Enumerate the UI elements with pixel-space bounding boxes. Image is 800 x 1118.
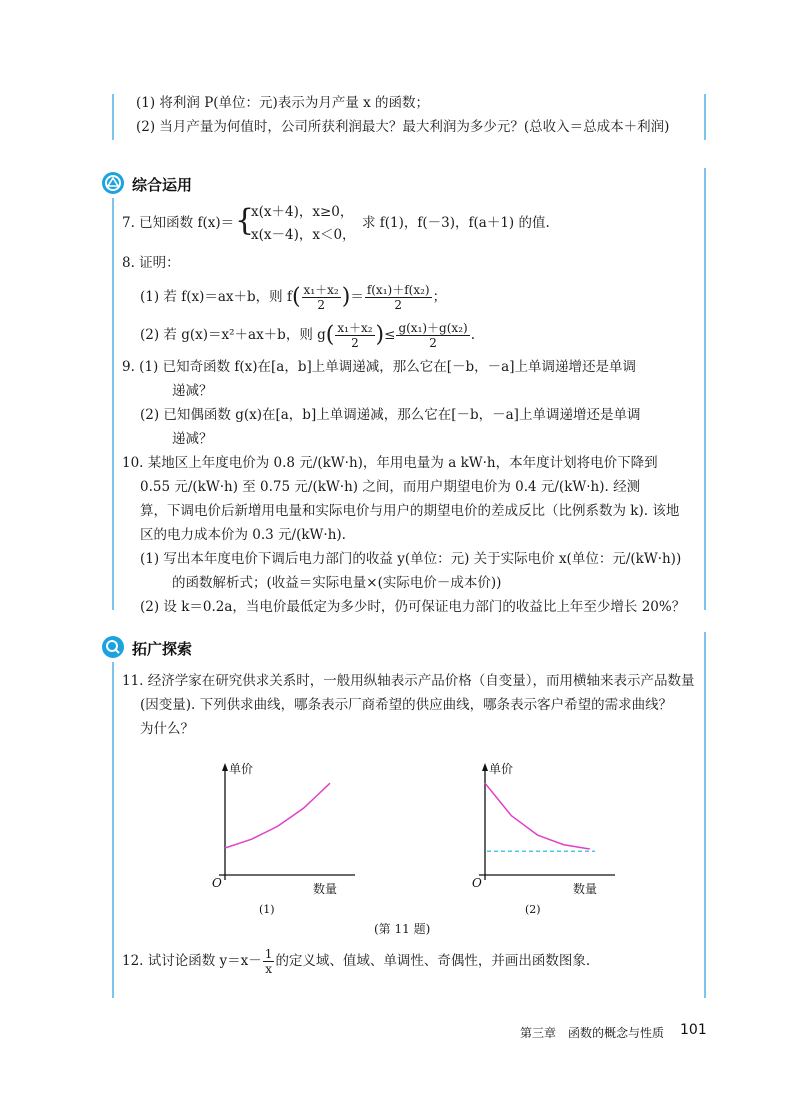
p10-l7: (2) 设 k＝0.2a，当电价最低定为多少时，仍可保证电力部门的收益比上年至少增长 20%？	[140, 599, 686, 615]
section-icon-explore	[102, 636, 124, 658]
chart2-xlabel: 数量	[573, 882, 598, 896]
p11-l3: 为什么？	[140, 721, 194, 737]
p7-tail: 求 f(1)，f(－3)，f(a＋1) 的值.	[362, 215, 550, 231]
p7-lead: 7. 已知函数 f(x)＝	[122, 215, 235, 231]
section1-left-bar	[112, 198, 114, 610]
supply-chart	[195, 755, 365, 915]
p8-l1-pre: (1) 若 f(x)＝ax＋b，则 f	[140, 289, 292, 305]
section-title-comprehensive: 综合运用	[132, 176, 193, 194]
p8-l2-frac1	[335, 321, 374, 350]
chart2-caption: (2)	[525, 903, 541, 915]
section-icon-comprehensive	[102, 172, 124, 194]
p7-case2: x(x－4)，x＜0，	[251, 227, 356, 243]
p12-num: 1	[264, 947, 273, 961]
p8-l2-den2: 2	[429, 336, 437, 350]
chart2-ylabel: 单价	[489, 762, 514, 776]
p8-l2-frac2	[396, 321, 469, 350]
p8-l2-num1: x₁＋x₂	[337, 321, 373, 335]
p8-l2-end: .	[470, 327, 475, 343]
p11-l2: (因变量). 下列供求曲线，哪条表示厂商希望的供应曲线，哪条表示客户希望的需求曲线？	[140, 697, 673, 713]
p8-l1-end: ；	[432, 289, 447, 305]
footer-chapter: 第三章 函数的概念与性质	[520, 1026, 665, 1040]
p8-head: 8. 证明：	[122, 255, 180, 271]
p10-l3: 算，下调电价后新增用电量和实际电价与用户的期望电价的差成反比（比例系数为 k). 该地	[140, 503, 680, 519]
p8-l1-den1: 2	[317, 298, 325, 312]
intro-q1: (1) 将利润 P(单位：元)表示为月产量 x 的函数；	[136, 95, 430, 111]
intro-q2: (2) 当月产量为何值时，公司所获利润最大？最大利润为多少元？(总收入＝总成本＋利润)	[136, 119, 670, 135]
p9-l4: 递减？	[172, 431, 213, 447]
chart2-demand-curve	[485, 783, 590, 849]
p10-l5: (1) 写出本年度电价下调后电力部门的收益 y(单位：元) 关于实际电价 x(单位：元/(kW·h))	[140, 551, 682, 567]
p8-l2-num2: g(x₁)＋g(x₂)	[398, 321, 468, 335]
p11-l1: 11. 经济学家在研究供求关系时，一般用纵轴表示产品价格（自变量），而用横轴来表示产品数量	[122, 673, 695, 689]
p12-den: x	[265, 962, 272, 976]
p10-l4: 区的电力成本价为 0.3 元/(kW·h).	[140, 527, 346, 543]
p8-l2-den1: 2	[351, 336, 359, 350]
chart1-ylabel: 单价	[229, 762, 254, 776]
p12-pre: 12. 试讨论函数 y＝x－	[122, 953, 262, 969]
p12-post: 的定义域、值域、单调性、奇偶性，并画出函数图象.	[275, 953, 591, 969]
p12-frac	[263, 947, 275, 976]
section-title-explore: 拓广探索	[132, 640, 193, 658]
chart2-y-arrow	[482, 763, 488, 771]
p9-l1: 9. (1) 已知奇函数 f(x)在[a，b]上单调递减，那么它在[－b，－a]上单调递增还是单调	[122, 359, 636, 375]
demand-chart	[455, 755, 625, 915]
intro-right-bar	[704, 94, 706, 140]
footer-page-number: 101	[680, 1022, 707, 1038]
p8-l2-le: ≤	[384, 327, 396, 343]
p8-l1-frac2	[365, 283, 432, 312]
p8-l1-eq: ＝	[350, 289, 364, 305]
p12	[122, 944, 590, 978]
figure-caption: (第 11 题)	[374, 922, 431, 936]
triangle-ring-icon	[102, 172, 124, 194]
p7-case1: x(x＋4)，x≥0，	[251, 204, 354, 220]
chart1-origin: O	[212, 876, 222, 890]
chart1-xlabel: 数量	[313, 882, 338, 896]
p8-line2: (2) 若 g(x)＝x²＋ax＋b，则 g( $\frac{\text{x₁＋x₂}}{2}$ )≤ $\frac{\text{g(x₁)＋g(x₂)}}{2}$ .	[140, 321, 475, 350]
p10-l6: 的函数解析式；(收益＝实际电量×(实际电价－成本价))	[172, 575, 502, 591]
p8-l1-frac1	[302, 283, 341, 312]
section2-left-bar	[112, 662, 114, 998]
p8-l1-den2: 2	[394, 298, 403, 312]
p8-line1: (1) 若 f(x)＝ax＋b，则 f( $\frac{\text{x₁＋x₂}}{2}$ )＝ $\frac{\text{f(x₁)＋f(x₂)}}{2}$ ；	[140, 283, 447, 312]
p10-l1: 10. 某地区上年度电价为 0.8 元/(kW·h)，年用电量为 a kW·h，本年度计划将电价下降到	[122, 455, 658, 471]
section1-right-bar	[704, 168, 706, 610]
chart1-supply-curve	[225, 783, 330, 848]
p8-l2-pre: (2) 若 g(x)＝x²＋ax＋b，则 g	[140, 327, 326, 343]
p10-l2: 0.55 元/(kW·h) 至 0.75 元/(kW·h) 之间，而用户期望电价为 0.4 元/(kW·h). 经测	[140, 479, 641, 495]
magnifier-icon	[102, 636, 124, 658]
chart2-origin: O	[472, 876, 482, 890]
chart1-caption: (1)	[259, 903, 275, 915]
intro-left-bar	[112, 94, 114, 140]
p9-l3: (2) 已知偶函数 g(x)在[a，b]上单调递减，那么它在[－b，－a]上单调递增还是单调	[140, 407, 641, 423]
p7-brace: {	[235, 203, 255, 238]
chart1-y-arrow	[222, 763, 228, 771]
section2-right-bar	[704, 632, 706, 998]
p8-l1-num1: x₁＋x₂	[303, 283, 339, 297]
p8-l1-num2: f(x₁)＋f(x₂)	[366, 283, 430, 297]
p9-l2: 递减？	[172, 383, 213, 399]
